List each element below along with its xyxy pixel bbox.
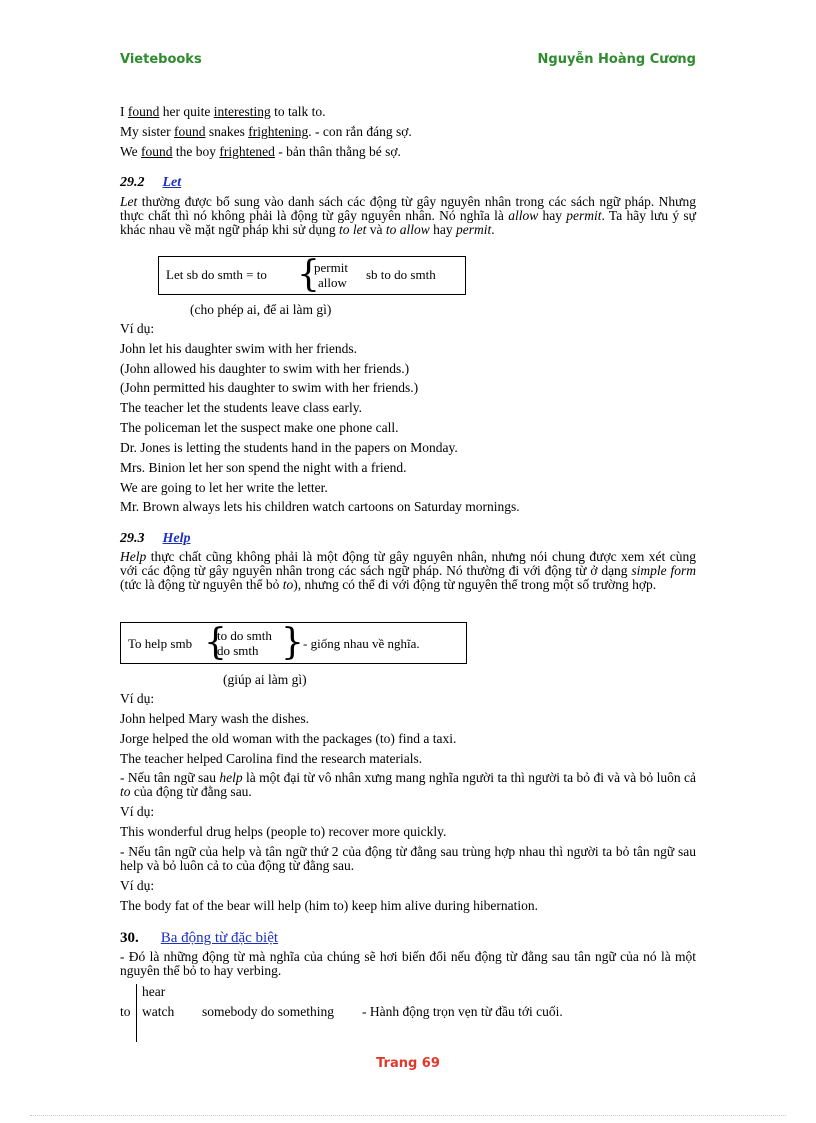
example-line: Dr. Jones is letting the students hand in the papers on Monday.: [120, 440, 458, 455]
header-right: Nguyễn Hoàng Cương: [537, 52, 696, 67]
verb-watch: watch: [142, 1004, 175, 1019]
example-line: We are going to let her write the letter.: [120, 480, 328, 495]
header-left: Vietebooks: [120, 52, 202, 67]
meaning: - Hành động trọn vẹn từ đầu tới cuối.: [362, 1004, 563, 1019]
example-label: Ví dụ:: [120, 878, 155, 893]
example-line: The teacher let the students leave class early.: [120, 400, 363, 415]
example-line: (John allowed his daughter to swim with her friends.): [120, 361, 410, 376]
section-paragraph: - Đó là những động từ mà nghĩa của chúng sẽ hơi biến đổi nếu động từ đằng sau tân ngữ của nó là một nguyên thể bỏ to hay verbing.: [120, 949, 696, 978]
example-line: John let his daughter swim with her friends.: [120, 341, 357, 356]
to-label: to: [120, 1004, 131, 1019]
example-line: John helped Mary wash the dishes.: [120, 711, 309, 726]
section-heading-29-2: 29.2 Let: [120, 175, 182, 190]
let-caption: (cho phép ai, để ai làm gì): [190, 302, 332, 317]
page-number: Trang 69: [376, 1056, 440, 1071]
intro-line: We found the boy frightened - bản thân thằng bé sợ.: [120, 144, 401, 159]
help-formula-box: To help smb { to do smth do smth } - giống nhau về nghĩa.: [120, 622, 467, 664]
brace-icon: {: [204, 622, 227, 663]
example-label: Ví dụ:: [120, 321, 155, 336]
intro-line: My sister found snakes frightening. - con rắn đáng sợ.: [120, 124, 412, 139]
verb-hear: hear: [142, 984, 166, 999]
brace-close-icon: }: [281, 622, 304, 663]
intro-line: I found her quite interesting to talk to.: [120, 104, 326, 119]
page-bottom-rule: [30, 1115, 786, 1116]
example-line: Mrs. Binion let her son spend the night with a friend.: [120, 460, 407, 475]
brace-icon: {: [297, 254, 320, 295]
help-caption: (giúp ai làm gì): [223, 672, 307, 687]
pattern: somebody do something: [202, 1004, 334, 1019]
let-link[interactable]: Let: [162, 175, 182, 190]
section-paragraph: Help thực chất cũng không phải là một động từ gây nguyên nhân, nhưng nói chung được xem xét cùng với các động từ gây nguyên nhân trong các sách ngữ pháp. Nó thường đi với động từ ở dạng simple form (tức là động từ nguyên thể bỏ to), nhưng có thể đi với động từ nguyên thể trong một số trường hợp.: [120, 549, 696, 592]
help-link[interactable]: Help: [162, 531, 191, 546]
let-formula-box: Let sb do smth = to { permit allow sb to do smth: [158, 256, 466, 295]
example-label: Ví dụ:: [120, 691, 155, 706]
vertical-rule: [136, 984, 137, 1042]
example-line: The teacher helped Carolina find the research materials.: [120, 751, 423, 766]
section-heading-29-3: 29.3 Help: [120, 531, 191, 546]
example-line: The body fat of the bear will help (him to) keep him alive during hibernation.: [120, 898, 539, 913]
section-paragraph: Let thường được bổ sung vào danh sách các động từ gây nguyên nhân trong các sách ngữ pháp. Nhưng thực chất thì nó không phải là động từ gây nguyên nhân. Nó nghĩa là allow hay permit. Ta hãy lưu ý sự khác nhau về mặt ngữ pháp khi sử dụng to let và to allow hay permit.: [120, 194, 696, 237]
note-paragraph: - Nếu tân ngữ của help và tân ngữ thứ 2 của động từ đằng sau trùng hợp nhau thì người ta bỏ tân ngữ sau help và bỏ luôn cả to của động từ đằng sau.: [120, 844, 696, 873]
example-line: Mr. Brown always lets his children watch cartoons on Saturday mornings.: [120, 499, 520, 514]
example-line: This wonderful drug helps (people to) recover more quickly.: [120, 824, 447, 839]
note-paragraph: - Nếu tân ngữ sau help là một đại từ vô nhân xưng mang nghĩa người ta thì người ta bỏ đi và và bỏ luôn cả to của động từ đằng sau.: [120, 770, 696, 799]
section-heading-30: 30. Ba động từ đặc biệt: [120, 930, 279, 946]
example-line: The policeman let the suspect make one phone call.: [120, 420, 399, 435]
example-line: Jorge helped the old woman with the packages (to) find a taxi.: [120, 731, 457, 746]
special-verbs-link[interactable]: Ba động từ đặc biệt: [160, 930, 279, 946]
example-label: Ví dụ:: [120, 804, 155, 819]
example-line: (John permitted his daughter to swim with her friends.): [120, 380, 419, 395]
